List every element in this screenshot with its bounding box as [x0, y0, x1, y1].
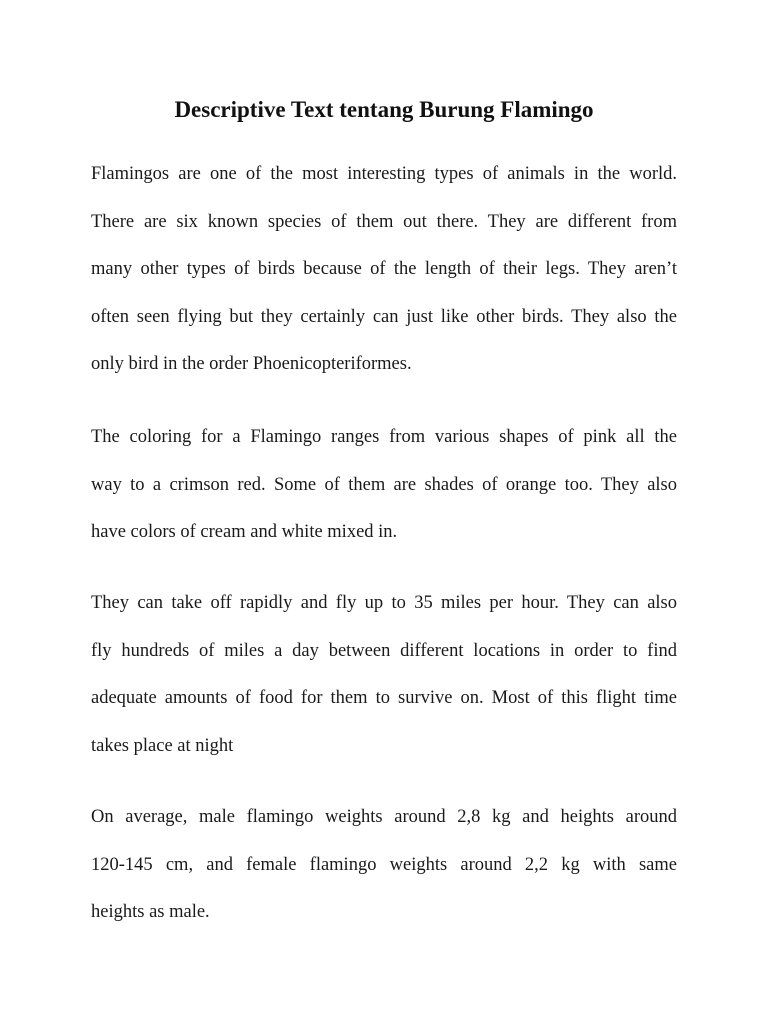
text-line: 120-145 cm, and female flamingo weights around 2,2 kg with same [91, 854, 677, 875]
text-line: takes place at night [91, 735, 234, 756]
text-line: There are six known species of them out there. They are different from [91, 211, 677, 232]
text-line: heights as male. [91, 902, 210, 922]
text-line: adequate amounts of food for them to survive on. Most of this flight time [91, 688, 677, 708]
text-line: Flamingos are one of the most interesting types of animals in the world. [91, 164, 677, 184]
text-line: have colors of cream and white mixed in. [91, 522, 398, 542]
paragraph-flight [91, 580, 677, 770]
text-line: way to a crimson red. Some of them are shades of orange too. They also [91, 474, 677, 495]
text-line: On average, male flamingo weights around 2,8 kg and heights around [91, 807, 677, 827]
paragraph-size [91, 794, 677, 937]
text-line: The coloring for a Flamingo ranges from various shapes of pink all the [91, 427, 677, 447]
document-title: Descriptive Text tentang Burung Flamingo [174, 97, 594, 122]
text-line: fly hundreds of miles a day between different locations in order to find [91, 640, 677, 661]
text-line: many other types of birds because of the length of their legs. They aren’t [91, 259, 677, 279]
paragraph-coloring [91, 414, 677, 557]
text-line: only bird in the order Phoenicopteriformes. [91, 354, 412, 374]
paragraph-intro [91, 151, 677, 389]
text-line: They can take off rapidly and fly up to 35 miles per hour. They can also [91, 593, 677, 613]
text-line: often seen flying but they certainly can just like other birds. They also the [91, 306, 677, 327]
